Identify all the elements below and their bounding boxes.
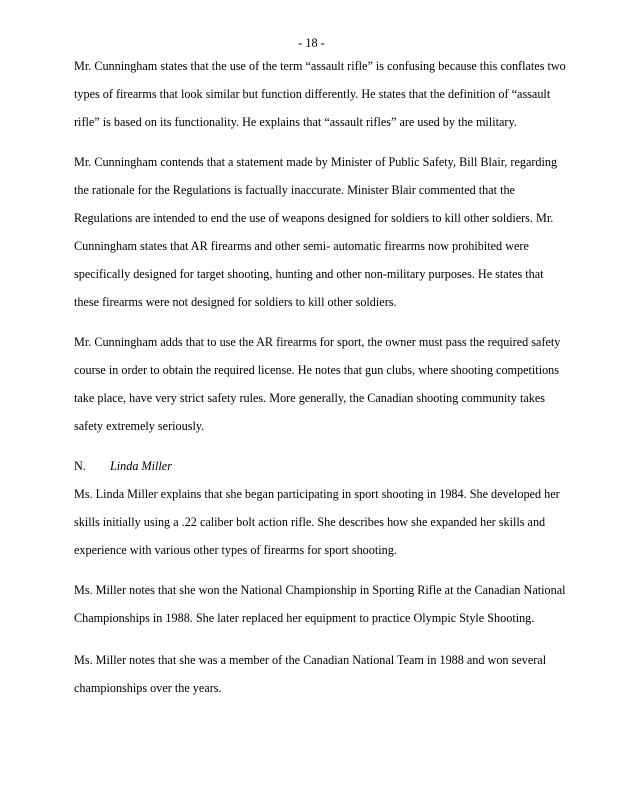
text-line: Cunningham states that AR firearms and other semi- automatic firearms now prohibited were xyxy=(74,239,529,253)
text-line: safety extremely seriously. xyxy=(74,419,205,433)
text-line: course in order to obtain the required license. He notes that gun clubs, where shooting competitions xyxy=(74,363,560,377)
text-line: take place, have very strict safety rules. More generally, the Canadian shooting community takes xyxy=(74,391,545,405)
paragraph-minister-statement xyxy=(74,148,574,316)
text-line: Mr. Cunningham adds that to use the AR firearms for sport, the owner must pass the required safety xyxy=(74,335,561,349)
text-line: Ms. Miller notes that she was a member of the Canadian National Team in 1988 and won several xyxy=(74,653,547,667)
text-line: specifically designed for target shooting, hunting and other non-military purposes. He states that xyxy=(74,267,544,281)
text-line: rifle” is based on its functionality. He explains that “assault rifles” are used by the military. xyxy=(74,115,517,129)
paragraph-safety-course xyxy=(74,328,574,440)
text-line: skills initially using a .22 caliber bolt action rifle. She describes how she expanded her skills and xyxy=(74,515,546,529)
page-number: - 18 - xyxy=(298,36,325,50)
text-line: Championships in 1988. She later replaced her equipment to practice Olympic Style Shooting. xyxy=(74,611,535,625)
text-line: Mr. Cunningham contends that a statement made by Minister of Public Safety, Bill Blair, regarding xyxy=(74,155,558,169)
section-heading xyxy=(74,456,172,476)
text-line: Regulations are intended to end the use of weapons designed for soldiers to kill other soldiers. Mr. xyxy=(74,211,554,225)
section-letter: N. xyxy=(74,459,86,473)
text-line: the rationale for the Regulations is factually inaccurate. Minister Blair commented that the xyxy=(74,183,515,197)
text-line: experience with various other types of firearms for sport shooting. xyxy=(74,543,397,557)
paragraph-miller-national-team xyxy=(74,646,574,702)
text-line: Ms. Linda Miller explains that she began participating in sport shooting in 1984. She developed her xyxy=(74,487,560,501)
text-line: these firearms were not designed for soldiers to kill other soldiers. xyxy=(74,295,397,309)
text-line: Ms. Miller notes that she won the National Championship in Sporting Rifle at the Canadian National xyxy=(74,583,566,597)
text-line: championships over the years. xyxy=(74,681,222,695)
text-line: types of firearms that look similar but function differently. He states that the definition of “assault xyxy=(74,87,551,101)
section-name: Linda Miller xyxy=(110,459,172,473)
paragraph-assault-rifle-term xyxy=(74,52,574,136)
paragraph-miller-championship xyxy=(74,576,574,632)
paragraph-miller-background xyxy=(74,480,574,564)
text-line: Mr. Cunningham states that the use of the term “assault rifle” is confusing because this conflates two xyxy=(74,59,566,73)
